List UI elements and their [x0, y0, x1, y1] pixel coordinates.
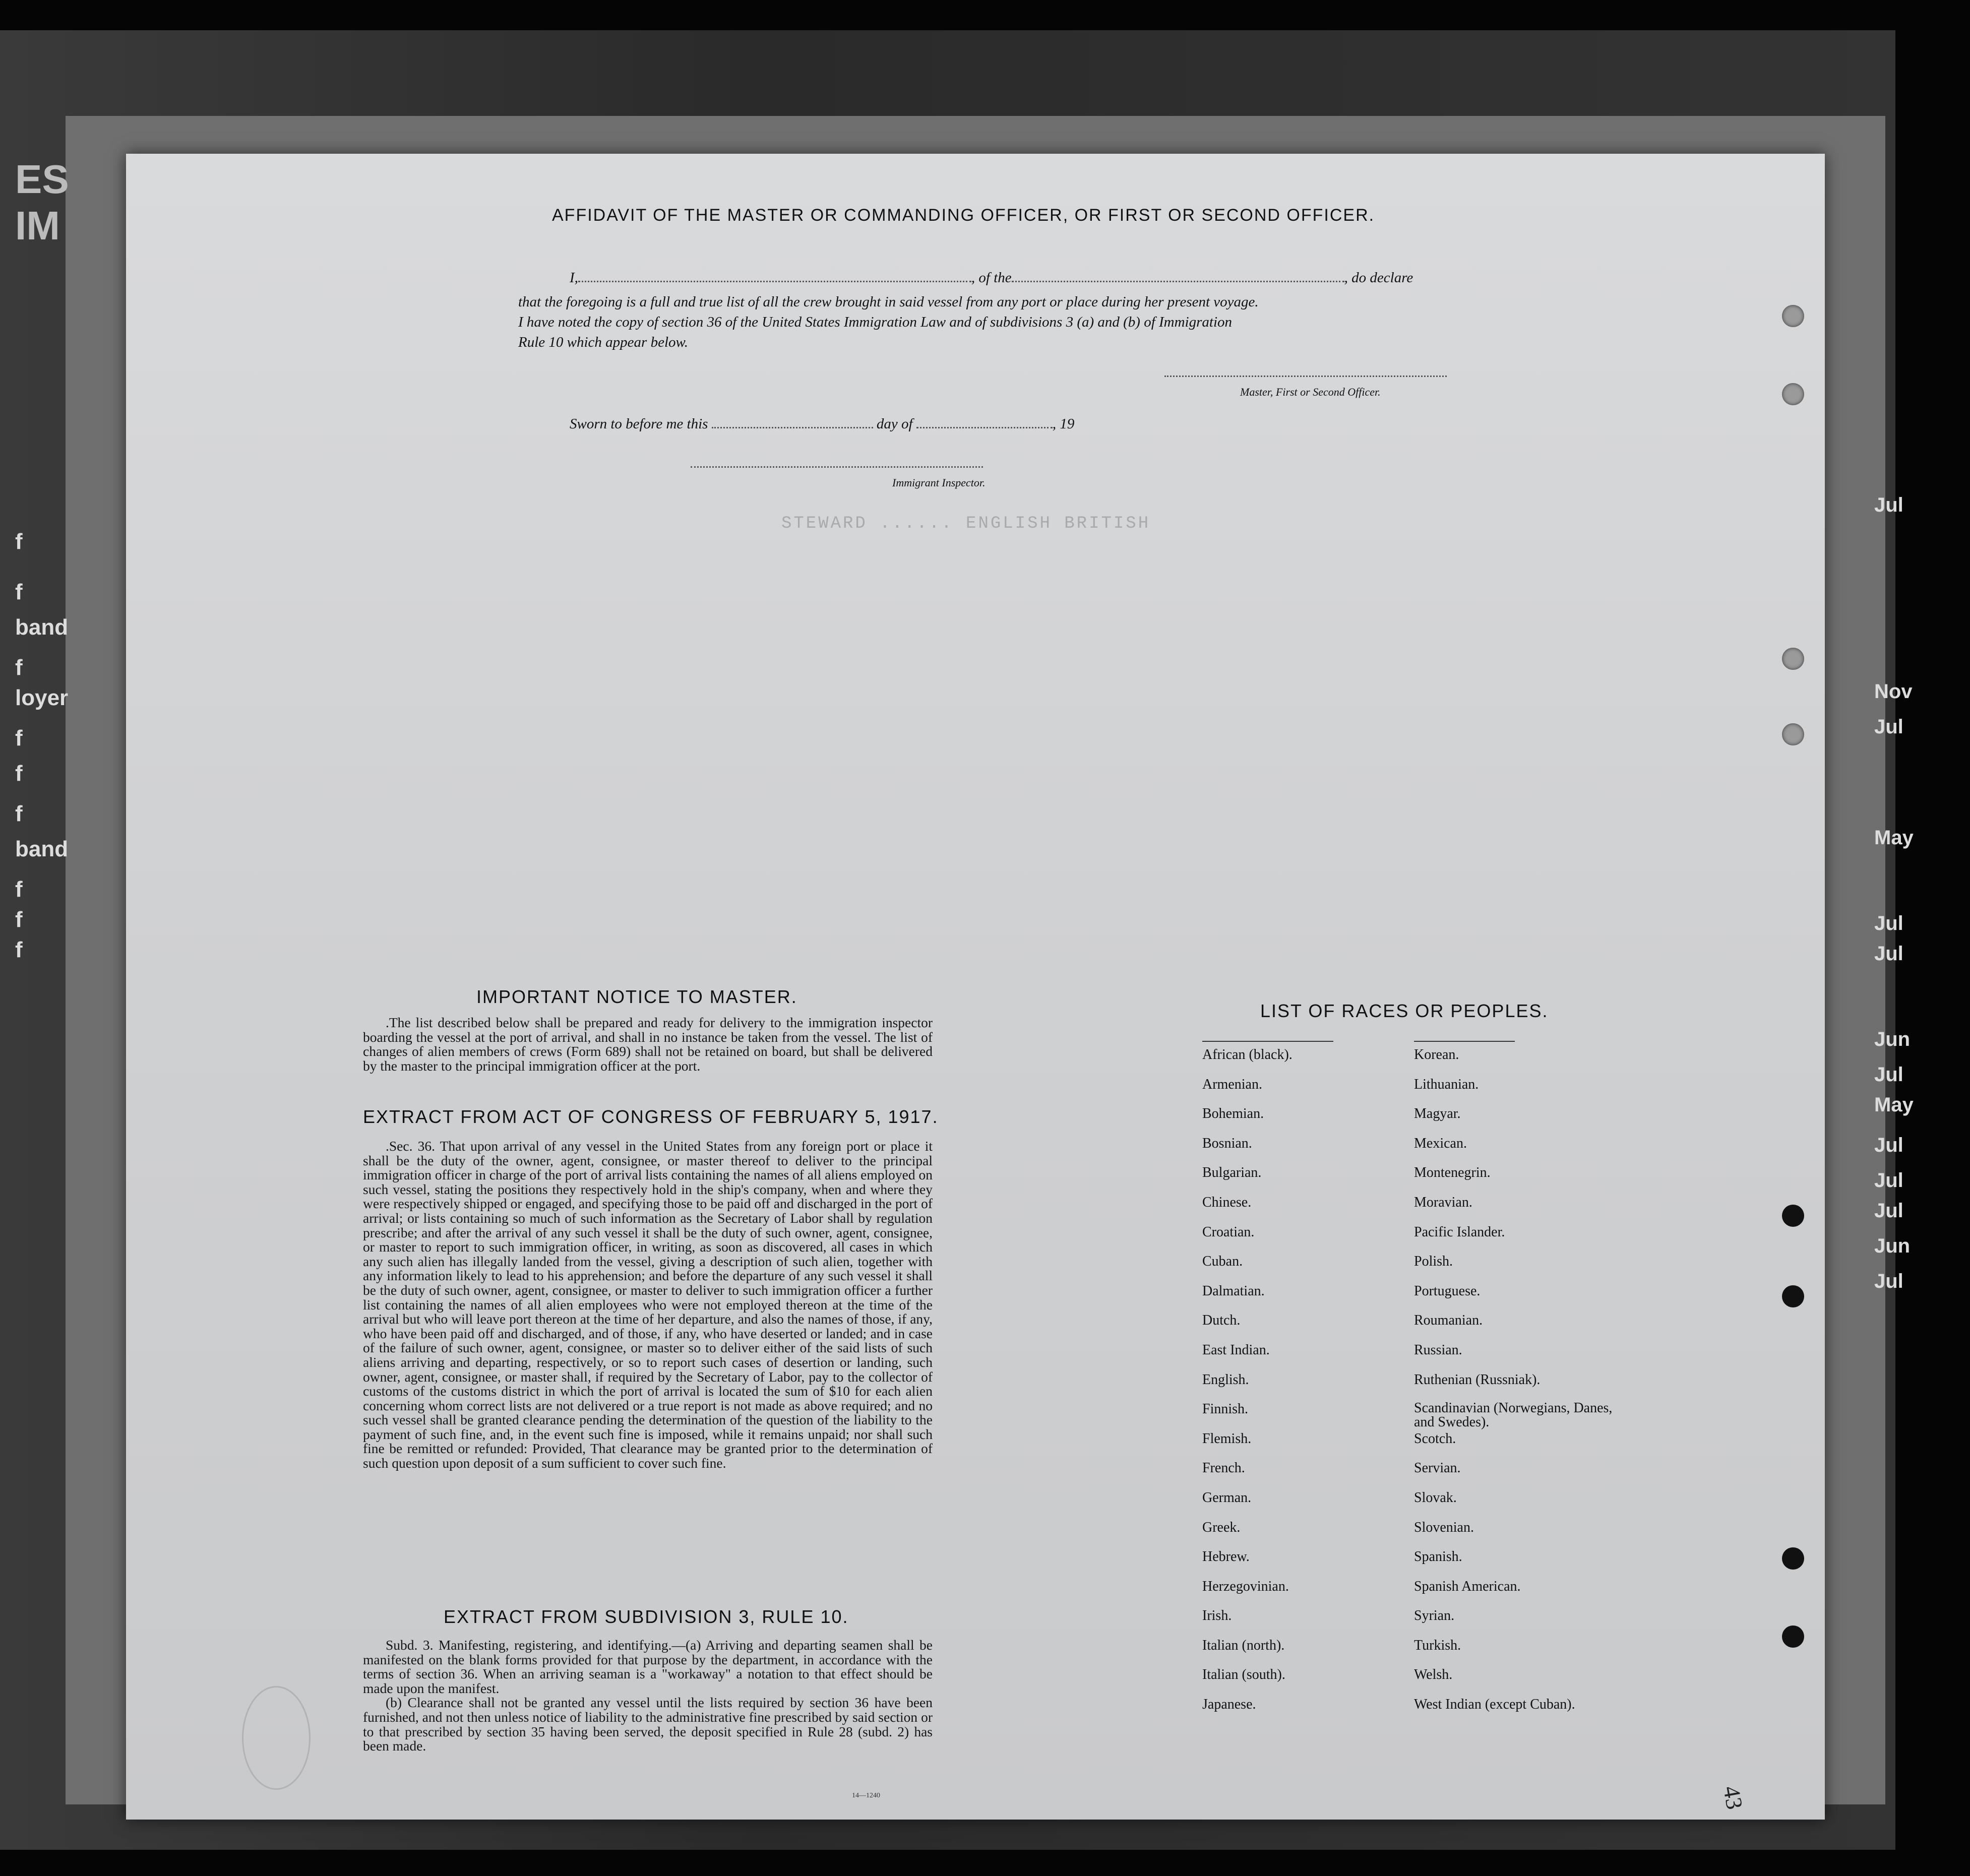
- race-item: Moravian.: [1414, 1194, 1472, 1210]
- punch-hole: [1782, 1547, 1804, 1570]
- race-item: Cuban.: [1202, 1254, 1243, 1270]
- rule-text: Subd. 3. Manifesting, registering, and identifying.—(a) Arriving and departing seamen shall be manifested on the blank forms provided for that purpose by the department, in accordance with the terms of section 36. When an arriving seaman is a "workaway" a notation to that effect should be made upon the manifest. (b) Clearance shall not be granted any vessel until the lists required by section 36 have been furnished, and not then unless notice of liability to the administrative fine prescribed by said section or to that prescribed by section 35 having been served, the deposit specified in Rule 28 (subd. 2) has been made.: [363, 1637, 933, 1754]
- race-item: Finnish.: [1202, 1401, 1249, 1417]
- race-item: Pacific Islander.: [1414, 1224, 1505, 1240]
- race-item: Spanish.: [1414, 1549, 1462, 1565]
- race-item: Slovak.: [1414, 1489, 1457, 1506]
- race-item: Dalmatian.: [1202, 1283, 1265, 1299]
- race-item: African (black).: [1202, 1047, 1292, 1062]
- month-blank[interactable]: [916, 427, 1053, 428]
- punch-hole: [1782, 723, 1804, 745]
- race-item: Roumanian.: [1414, 1312, 1483, 1329]
- form-code: 14—1240: [852, 1792, 880, 1799]
- declaration-line-1: I, , of the , do declare: [570, 270, 1413, 286]
- race-item: Greek.: [1202, 1519, 1241, 1535]
- punch-hole: [1782, 305, 1804, 327]
- race-item: Chinese.: [1202, 1194, 1252, 1210]
- race-item: Syrian.: [1414, 1608, 1455, 1624]
- race-item: Bulgarian.: [1202, 1165, 1262, 1181]
- race-item: Scotch.: [1414, 1430, 1456, 1447]
- affidavit-page: [126, 154, 1825, 1820]
- race-item: Korean.: [1414, 1047, 1459, 1062]
- race-item: French.: [1202, 1460, 1245, 1476]
- race-item: Bohemian.: [1202, 1106, 1264, 1122]
- race-item: Scandinavian (Norwegians, Danes, and Swedes).: [1414, 1400, 1613, 1430]
- race-item: Hebrew.: [1202, 1549, 1250, 1565]
- name-blank[interactable]: [578, 281, 971, 282]
- vessel-blank[interactable]: [1012, 281, 1344, 282]
- race-item: Japanese.: [1202, 1697, 1256, 1713]
- inspector-signature-label: Immigrant Inspector.: [892, 476, 986, 489]
- races-left-column: [1202, 1047, 1404, 1726]
- race-item: Herzegovinian.: [1202, 1578, 1289, 1594]
- right-margin-fragment: Jul Nov Jul May Jul Jul Jun Jul May Jul Jul Jul Jun Jul: [1874, 494, 1914, 1292]
- race-item: Croatian.: [1202, 1224, 1255, 1240]
- race-item: German.: [1202, 1489, 1252, 1506]
- rule-heading: EXTRACT FROM SUBDIVISION 3, RULE 10.: [444, 1606, 849, 1627]
- declaration-line-4: Rule 10 which appear below.: [518, 334, 688, 350]
- punch-hole: [1782, 648, 1804, 670]
- master-signature-line[interactable]: [1164, 376, 1447, 377]
- races-right-column: [1414, 1047, 1616, 1726]
- left-margin-fragment: ES IM f f band f loyer f f f band f f f: [15, 157, 69, 962]
- race-item: English.: [1202, 1371, 1249, 1388]
- race-item: Flemish.: [1202, 1430, 1252, 1447]
- corner-page-mark: 43: [1718, 1784, 1748, 1811]
- punch-hole: [1782, 1625, 1804, 1648]
- notice-text: .The list described below shall be prepared and ready for delivery to the immigration inspector boarding the vessel at the port of arrival, and shall in no instance be taken from the vessel. The list of changes of alien members of crews (Form 689) shall not be retained on board, but shall be delivered by the master to the principal immigration officer at the port.: [363, 1015, 933, 1074]
- race-item: Montenegrin.: [1414, 1165, 1491, 1181]
- race-item: Polish.: [1414, 1254, 1453, 1270]
- race-item: Italian (north).: [1202, 1637, 1285, 1653]
- day-blank[interactable]: [712, 427, 873, 428]
- race-item: Armenian.: [1202, 1076, 1262, 1092]
- race-item: Irish.: [1202, 1608, 1232, 1624]
- act-text: .Sec. 36. That upon arrival of any vessel in the United States from any foreign port or place it shall be the duty of the owner, agent, consignee, or master thereof to deliver to the principal immigration officer in charge of the port of arrival lists containing the names of all aliens employed on such vessel, stating the positions they respectively hold in the ship's company, when and where they were respectively shipped or engaged, and specifying those to be paid off and discharged in the port of arrival; or lists containing so much of such information as the Secretary of Labor shall by regulation prescribe; and after the arrival of any such vessel it shall be the duty of such owner, agent, consignee, or master to report to such immigration officer, in writing, as soon as discovered, all cases in which any such alien has illegally landed from the vessel, giving a description of such alien, together with any information likely to lead to his apprehension; and before the departure of any such vessel it shall be the duty of such owner, agent, consignee, or master to deliver to such immigration officer a further list containing the names of all alien employees who were not employed thereon at the time of the arrival but who will leave port thereon at the time of her departure, and also the names of those, if any, who have been paid off and discharged, and of those, if any, who have deserted or landed; and in case of the failure of such owner, agent, consignee, or master so to deliver either of the said lists of such aliens arriving and departing, respectively, or so to report such cases of desertion or landing, such owner, agent, consignee, or master shall, if required by the Secretary of Labor, pay to the collector of customs of the customs district in which the port of arrival is located the sum of $10 for each alien concerning whom correct lists are not delivered or a true report is not made as above required; and no such vessel shall be granted clearance pending the determination of the question of the liability to the payment of such fine, and, in the event such fine is imposed, while it remains unpaid; nor shall such fine be remitted or refunded: Provided, That clearance may be granted prior to the determination of such question upon deposit of a sum sufficient to cover such fine.: [363, 1138, 933, 1471]
- race-item: Servian.: [1414, 1460, 1461, 1476]
- inspector-signature-line[interactable]: [691, 466, 983, 468]
- race-item: Portuguese.: [1414, 1283, 1481, 1299]
- punch-hole: [1782, 1205, 1804, 1227]
- race-item: Spanish American.: [1414, 1578, 1521, 1594]
- notice-heading: IMPORTANT NOTICE TO MASTER.: [476, 986, 797, 1007]
- race-item: Welsh.: [1414, 1667, 1453, 1683]
- master-signature-label: Master, First or Second Officer.: [1240, 386, 1381, 398]
- races-heading: LIST OF RACES OR PEOPLES.: [1260, 1000, 1549, 1021]
- race-item: Slovenian.: [1414, 1519, 1474, 1535]
- faint-stamp: [242, 1686, 311, 1790]
- race-item: Lithuanian.: [1414, 1076, 1479, 1092]
- race-item: East Indian.: [1202, 1342, 1270, 1358]
- declaration-line-2: that the foregoing is a full and true list of all the crew brought in said vessel from any port or place during her present voyage.: [518, 294, 1259, 310]
- race-item: Ruthenian (Russniak).: [1414, 1371, 1541, 1388]
- race-item: Mexican.: [1414, 1135, 1467, 1151]
- race-item: Italian (south).: [1202, 1667, 1285, 1683]
- sworn-line: Sworn to before me this day of , 19: [570, 416, 1075, 432]
- race-item: Turkish.: [1414, 1637, 1461, 1653]
- race-item: Bosnian.: [1202, 1135, 1252, 1151]
- act-heading: EXTRACT FROM ACT OF CONGRESS OF FEBRUARY 5, 1917.: [363, 1106, 939, 1127]
- race-item: Magyar.: [1414, 1106, 1461, 1122]
- race-item: West Indian (except Cuban).: [1414, 1697, 1575, 1713]
- bleed-through-text: STEWARD ...... ENGLISH BRITISH: [781, 514, 1151, 533]
- declaration-line-3: I have noted the copy of section 36 of the United States Immigration Law and of subdivisions 3 (a) and (b) of Immigration: [518, 314, 1233, 330]
- punch-hole: [1782, 1285, 1804, 1307]
- race-item: Russian.: [1414, 1342, 1462, 1358]
- affidavit-title: AFFIDAVIT OF THE MASTER OR COMMANDING OFFICER, OR FIRST OR SECOND OFFICER.: [552, 206, 1375, 225]
- race-item: Dutch.: [1202, 1312, 1241, 1329]
- punch-hole: [1782, 383, 1804, 405]
